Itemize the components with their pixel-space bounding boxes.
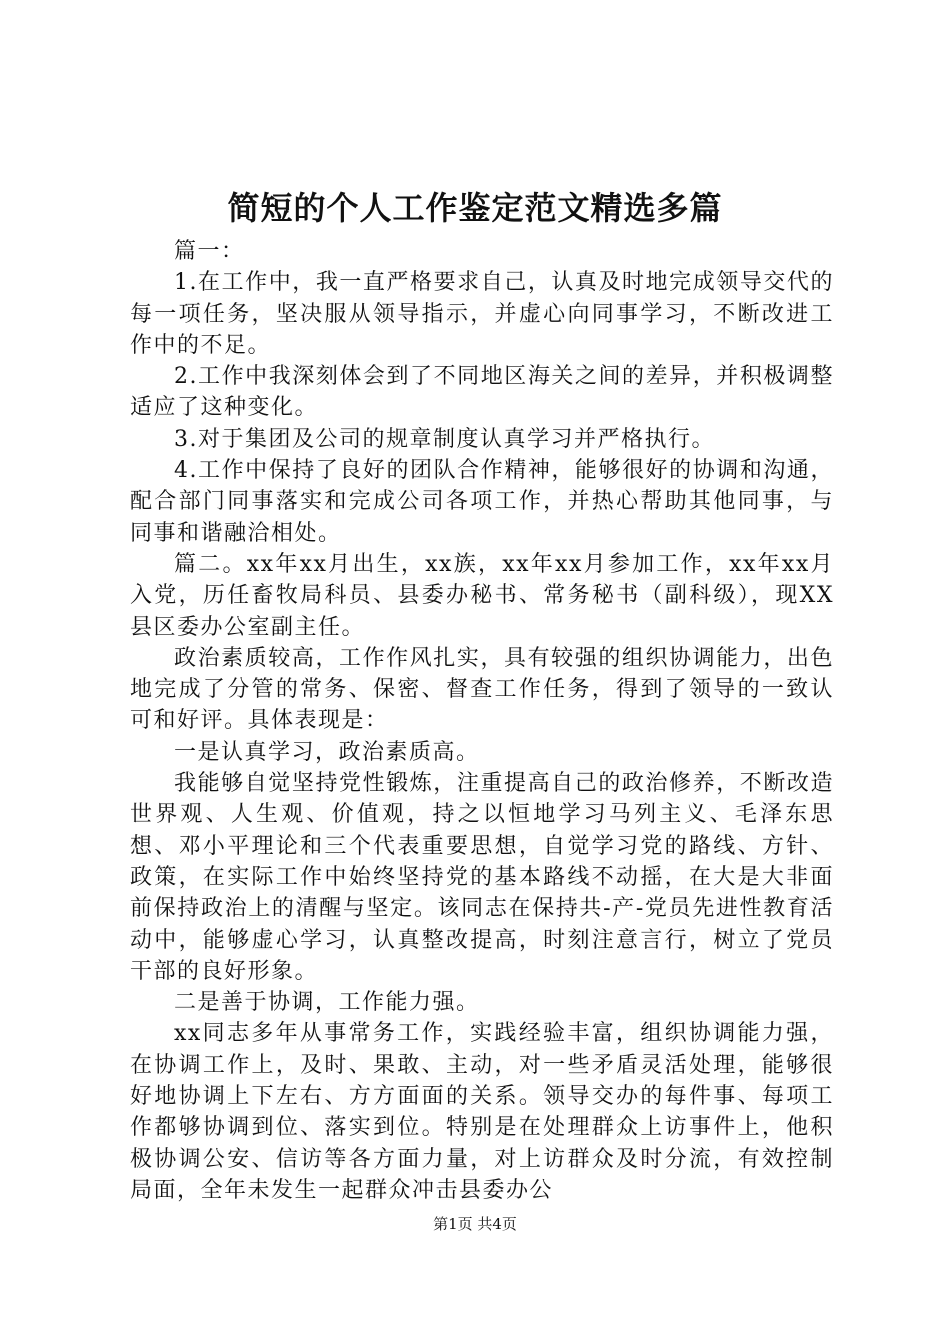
paragraph: 3.对于集团及公司的规章制度认真学习并严格执行。 bbox=[174, 426, 715, 452]
document-title: 简短的个人工作鉴定范文精选多篇 bbox=[227, 189, 723, 227]
document-body bbox=[130, 236, 834, 1206]
paragraph: 篇二。xx年xx月出生，xx族，xx年xx月参加工作，xx年xx月入党，历任畜牧局科员、县委办秘书、常务秘书（副科级），现XX县区委办公室副主任。 bbox=[130, 551, 834, 640]
paragraph: 政治素质较高，工作作风扎实，具有较强的组织协调能力，出色地完成了分管的常务、保密、督查工作任务，得到了领导的一致认可和好评。具体表现是： bbox=[130, 645, 834, 734]
paragraph: 一是认真学习，政治素质高。 bbox=[174, 739, 480, 765]
paragraph: 4.工作中保持了良好的团队合作精神，能够很好的协调和沟通，配合部门同事落实和完成公司各项工作，并热心帮助其他同事，与同事和谐融洽相处。 bbox=[130, 458, 834, 546]
paragraph: 1.在工作中，我一直严格要求自己，认真及时地完成领导交代的每一项任务，坚决服从领导指示，并虚心向同事学习，不断改进工作中的不足。 bbox=[130, 270, 834, 358]
paragraph: xx同志多年从事常务工作，实践经验丰富，组织协调能力强，在协调工作上，及时、果敢、主动，对一些矛盾灵活处理，能够很好地协调上下左右、方方面面的关系。领导交办的每件事、每项工作都够协调到位、落实到位。特别是在处理群众上访事件上，他积极协调公安、信访等各方面力量，对上访群众及时分流，有效控制局面，全年未发生一起群众冲击县委办公 bbox=[130, 1021, 834, 1203]
page-number-footer: 第1页 共4页 bbox=[433, 1215, 517, 1233]
paragraph: 篇一： bbox=[174, 239, 245, 264]
paragraph: 2.工作中我深刻体会到了不同地区海关之间的差异，并积极调整适应了这种变化。 bbox=[130, 364, 834, 421]
paragraph: 二是善于协调，工作能力强。 bbox=[174, 990, 480, 1016]
paragraph: 我能够自觉坚持党性锻炼，注重提高自己的政治修养，不断改造世界观、人生观、价值观，持之以恒地学习马列主义、毛泽东思想、邓小平理论和三个代表重要思想，自觉学习党的路线、方针、政策，在实际工作中始终坚持党的基本路线不动摇，在大是大非面前保持政治上的清醒与坚定。该同志在保持共-产-党员先进性教育活动中，能够虚心学习，认真整改提高，时刻注意言行，树立了党员干部的良好形象。 bbox=[130, 771, 834, 984]
